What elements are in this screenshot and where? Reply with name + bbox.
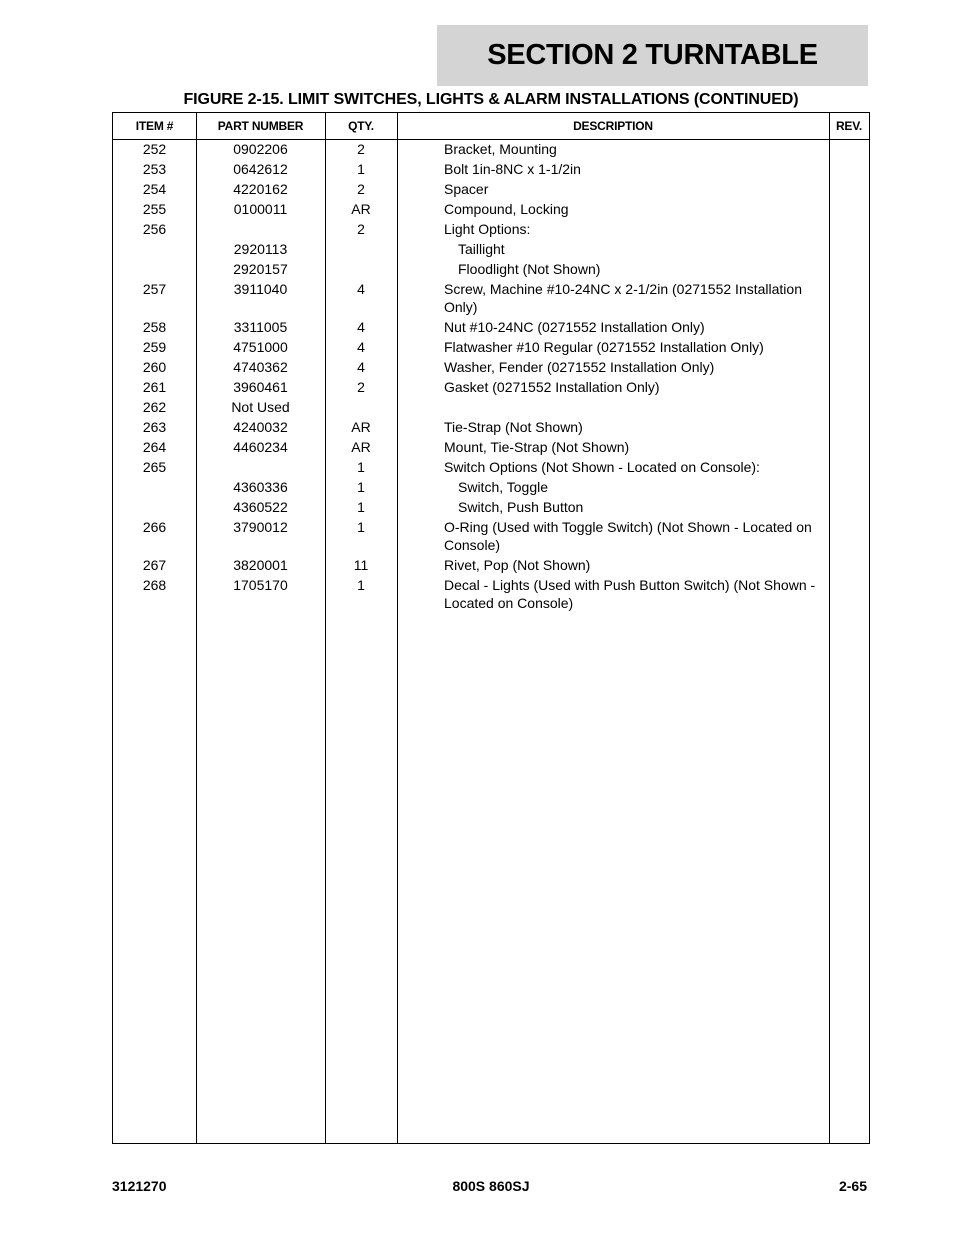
table-row [113,458,869,476]
footer-doc-number: 3121270 [112,1178,167,1194]
part-number: 4220162 [233,181,288,197]
description: Taillight [458,241,505,257]
quantity: 1 [357,577,365,593]
item-number: 258 [142,319,167,335]
item-number: 257 [142,281,167,297]
part-number: 4751000 [233,339,288,355]
item-number: 254 [142,181,167,197]
item-number: 267 [142,557,167,573]
description: Flatwasher #10 Regular (0271552 Installation Only) [444,339,764,355]
quantity: 4 [357,359,365,375]
quantity: 1 [357,161,365,177]
quantity: 2 [357,181,365,197]
table-row [113,260,869,278]
item-number: 255 [142,201,167,217]
item-number: 268 [142,577,167,593]
description: Light Options: [444,221,531,237]
description: Switch, Push Button [458,499,584,515]
part-number: 3311005 [233,319,288,335]
part-number: 0902206 [233,141,288,157]
quantity: AR [351,201,371,217]
description: Switch Options (Not Shown - Located on Console): [444,459,760,475]
part-number: Not Used [231,399,290,415]
table-row [113,160,869,178]
item-number: 252 [142,141,167,157]
description: Screw, Machine #10-24NC x 2-1/2in (0271552 Installation Only) [444,281,802,315]
quantity: 1 [357,499,365,515]
column-header-description: DESCRIPTION [573,119,653,133]
description: Rivet, Pop (Not Shown) [444,557,591,573]
part-number: 0100011 [233,201,288,217]
item-number: 266 [142,519,167,535]
description [444,398,822,416]
part-number: 3960461 [233,379,288,395]
part-number: 4360522 [233,499,288,515]
table-row [113,498,869,516]
table-row [113,438,869,456]
column-header-qty: QTY. [348,119,374,133]
item-number: 262 [142,399,167,415]
table-row [113,518,869,554]
description: Decal - Lights (Used with Push Button Switch) (Not Shown - Located on Console) [444,577,816,611]
part-number: 1705170 [233,577,288,593]
table-row [113,220,869,238]
table-row [113,556,869,574]
table-row [113,378,869,396]
quantity: 1 [357,519,365,535]
part-number: 4360336 [233,479,288,495]
table-row [113,318,869,336]
item-number: 253 [142,161,167,177]
table-row [113,576,869,612]
description: Floodlight (Not Shown) [458,261,601,277]
column-header-part-number: PART NUMBER [217,119,304,133]
table-row [113,240,869,258]
table-row [113,280,869,316]
description: Bolt 1in-8NC x 1-1/2in [444,161,581,177]
quantity: 4 [357,339,365,355]
quantity: 11 [353,557,369,573]
item-number: 263 [142,419,167,435]
description: Nut #10-24NC (0271552 Installation Only) [444,319,705,335]
description: Compound, Locking [444,201,569,217]
description: Washer, Fender (0271552 Installation Only) [444,359,715,375]
column-header-rev: REV. [835,119,863,133]
item-number: 264 [142,439,167,455]
description: O-Ring (Used with Toggle Switch) (Not Shown - Located on Console) [444,519,812,553]
table-body [113,140,869,614]
quantity: 1 [357,479,365,495]
quantity: 4 [357,281,365,297]
part-number: 4460234 [233,439,288,455]
description: Mount, Tie-Strap (Not Shown) [444,439,630,455]
quantity: 4 [357,319,365,335]
table-row [113,140,869,158]
figure-title: FIGURE 2-15. LIMIT SWITCHES, LIGHTS & ALARM INSTALLATIONS (CONTINUED) [183,91,799,108]
footer-model: 800S 860SJ [452,1178,530,1194]
description: Bracket, Mounting [444,141,557,157]
section-title: SECTION 2 TURNTABLE [437,25,868,86]
part-number: 3790012 [233,519,288,535]
table-row [113,338,869,356]
item-number: 259 [142,339,167,355]
parts-table [112,112,870,1144]
table-row [113,358,869,376]
quantity: AR [351,419,371,435]
part-number: 4240032 [233,419,288,435]
item-number: 265 [142,459,167,475]
description: Switch, Toggle [458,479,549,495]
part-number: 2920157 [233,261,288,277]
table-row [113,200,869,218]
description: Gasket (0271552 Installation Only) [444,379,660,395]
quantity: 2 [357,141,365,157]
item-number: 256 [142,221,167,237]
column-header-item: ITEM # [135,119,174,133]
table-row [113,418,869,436]
quantity: 1 [357,459,365,475]
part-number: 2920113 [233,241,288,257]
table-row [113,180,869,198]
table-row [113,478,869,496]
description: Tie-Strap (Not Shown) [444,419,583,435]
quantity: 2 [357,221,365,237]
description: Spacer [444,181,489,197]
part-number: 0642612 [233,161,288,177]
part-number: 3820001 [233,557,288,573]
item-number: 260 [142,359,167,375]
quantity: AR [351,439,371,455]
part-number: 4740362 [233,359,288,375]
quantity: 2 [357,379,365,395]
part-number: 3911040 [233,281,288,297]
item-number: 261 [142,379,167,395]
table-row [113,398,869,416]
footer-page-number: 2-65 [838,1178,867,1194]
